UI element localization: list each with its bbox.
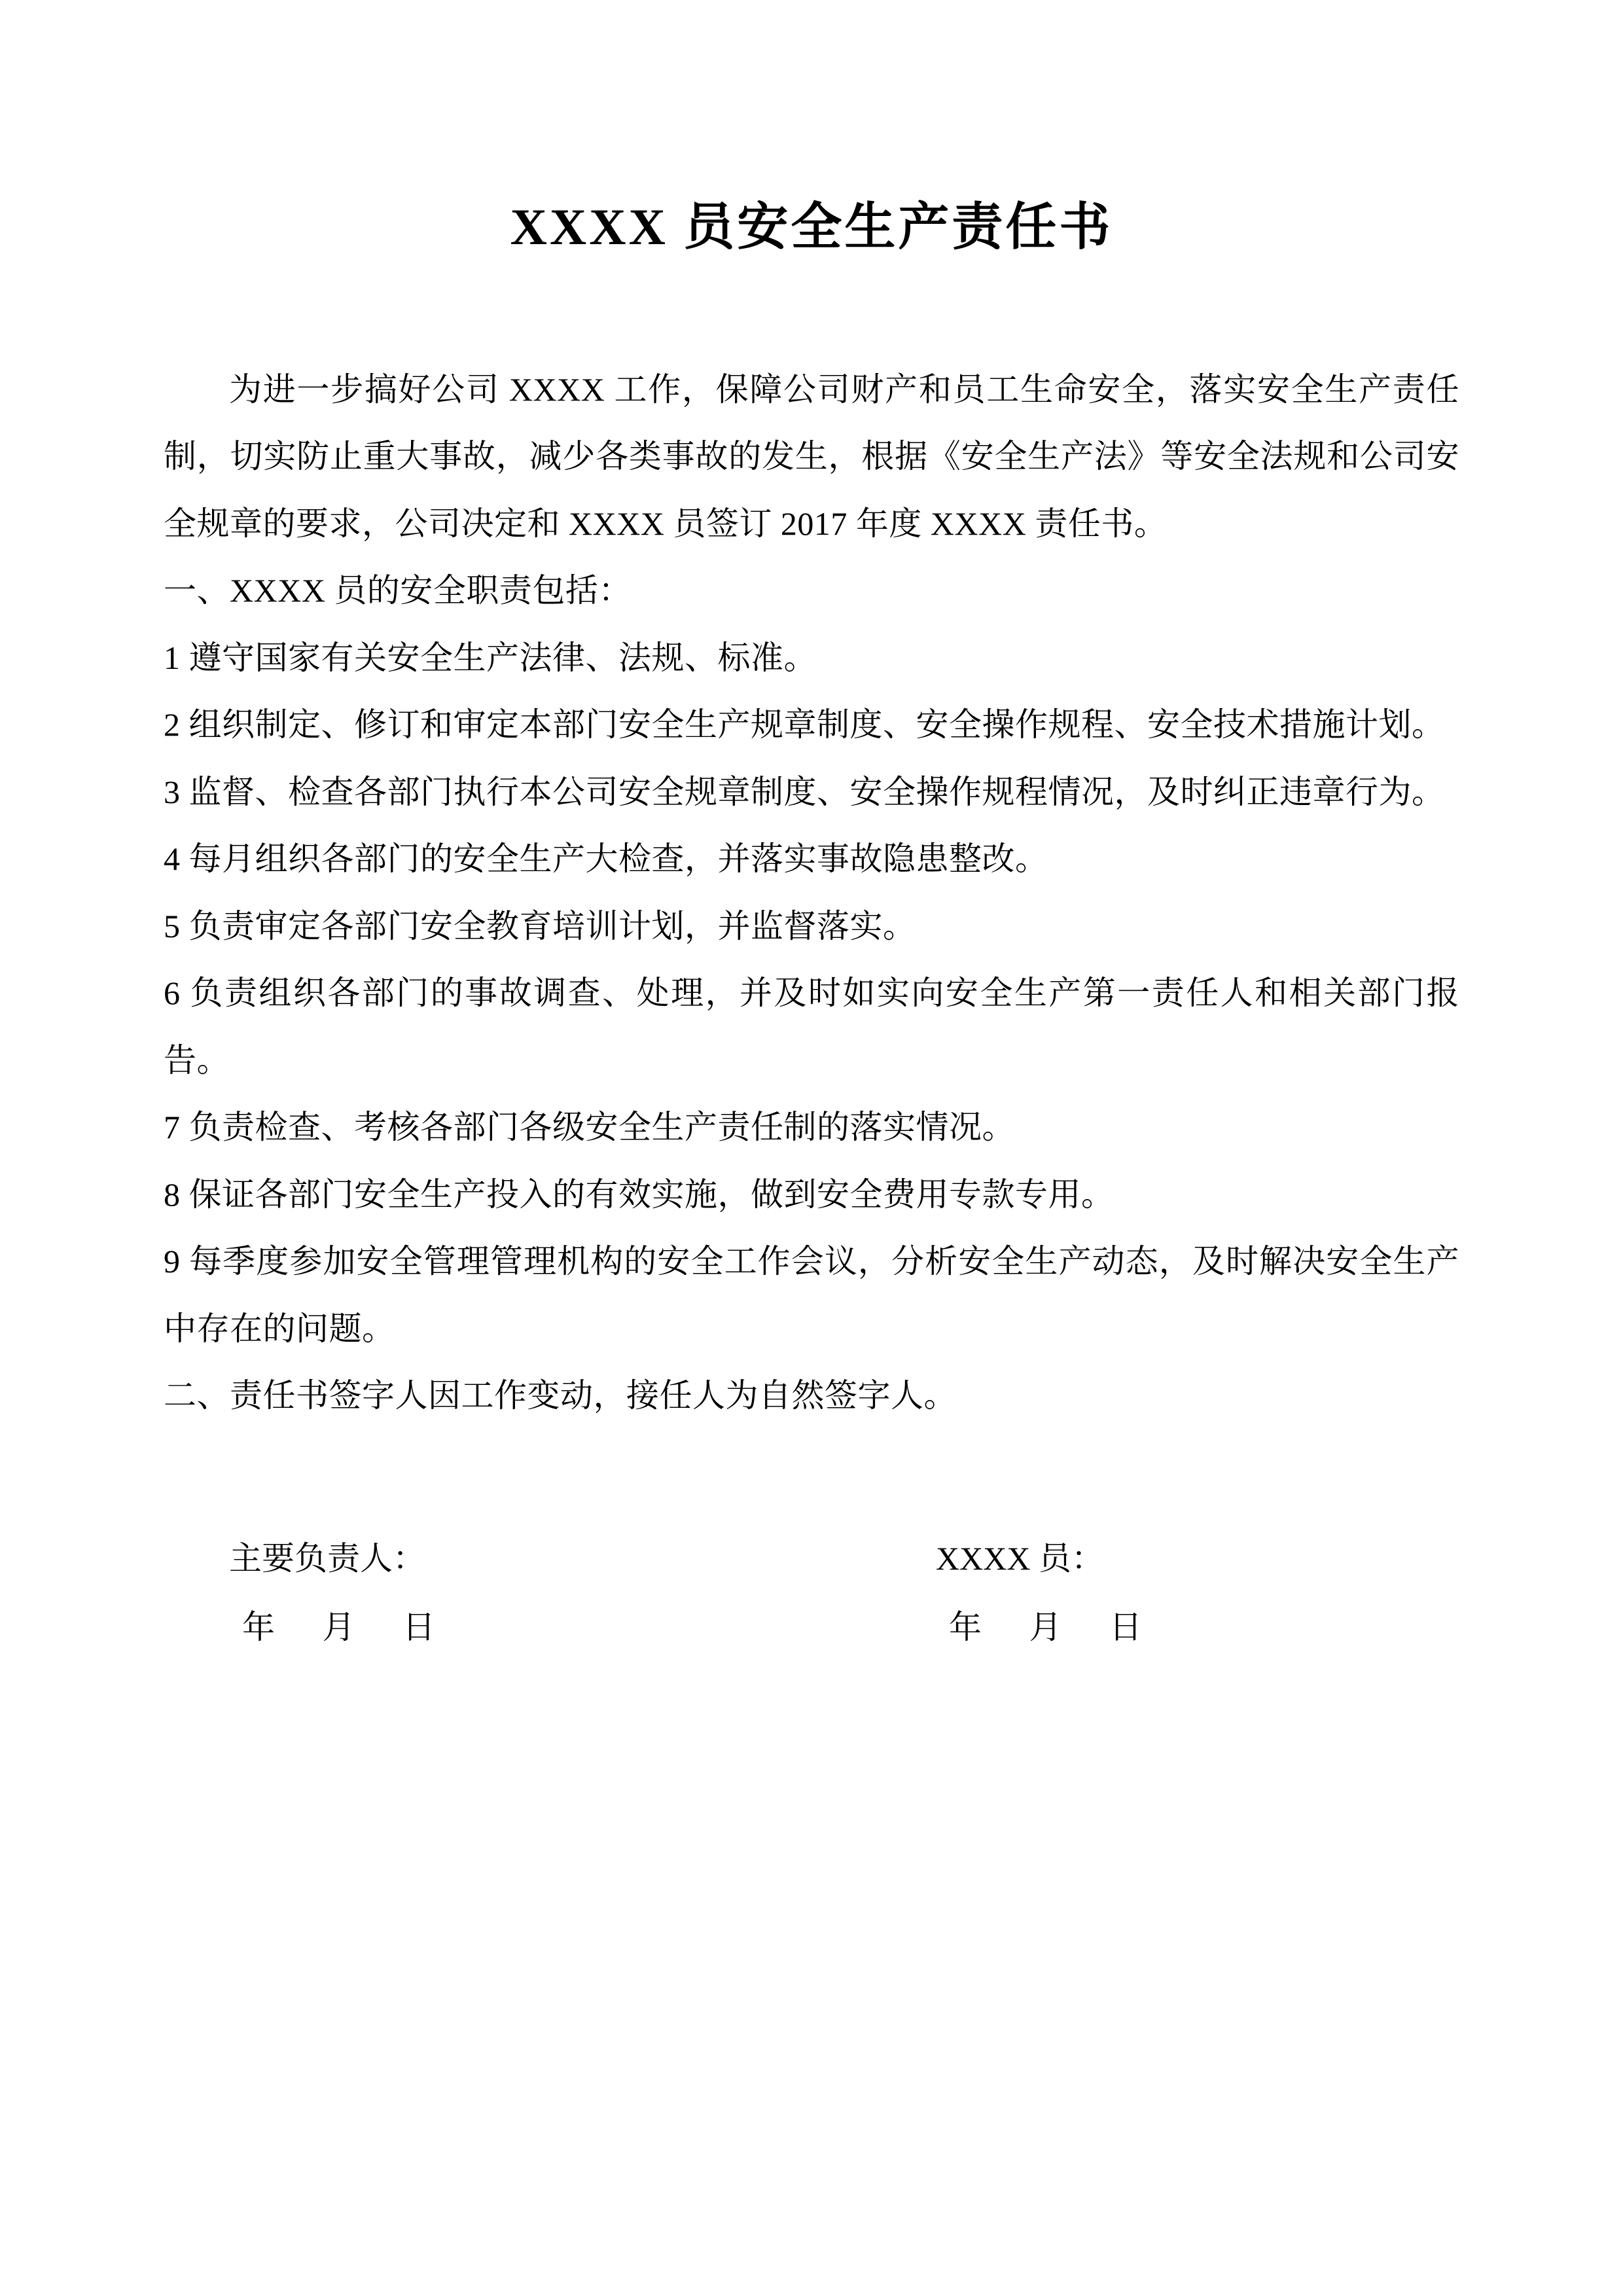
signature-date-row xyxy=(164,1596,1459,1659)
signature-date-officer: 年 月 日 xyxy=(949,1608,1162,1645)
intro-paragraph: 为进一步搞好公司 XXXX 工作，保障公司财产和员工生命安全，落实安全生产责任制，切实防止重大事故，减少各类事故的发生，根据《安全生产法》等安全法规和公司安全规章的要求，公司决定和 XXXX 员签订 2017 年度 XXXX 责任书。 xyxy=(164,370,1459,542)
document-body xyxy=(164,356,1459,1429)
page-title: XXXX 员安全生产责任书 xyxy=(510,198,1113,255)
duty-item-4: 4 每月组织各部门的安全生产大检查，并落实事故隐患整改。 xyxy=(164,840,1048,878)
section-one-heading: 一、XXXX 员的安全职责包括： xyxy=(164,572,632,609)
duty-item-2: 2 组织制定、修订和审定本部门安全生产规章制度、安全操作规程、安全技术措施计划。 xyxy=(164,706,1445,744)
duty-item-6: 6 负责组织各部门的事故调查、处理，并及时如实向安全生产第一责任人和相关部门报告。 xyxy=(164,975,1459,1079)
duty-item-9: 9 每季度参加安全管理管理机构的安全工作会议，分析安全生产动态，及时解决安全生产中存在的问题。 xyxy=(164,1243,1459,1347)
duty-item-7: 7 负责检查、考核各部门各级安全生产责任制的落实情况。 xyxy=(164,1109,1015,1146)
duty-item-5: 5 负责审定各部门安全教育培训计划，并监督落实。 xyxy=(164,907,916,944)
duty-item-3: 3 监督、检查各部门执行本公司安全规章制度、安全操作规程情况，及时纠正违章行为。 xyxy=(164,773,1445,810)
duty-item-8: 8 保证各部门安全生产投入的有效实施，做到安全费用专款专用。 xyxy=(164,1175,1115,1213)
section-two-paragraph: 二、责任书签字人因工作变动，接任人为自然签字人。 xyxy=(164,1377,957,1414)
duty-item-1: 1 遵守国家有关安全生产法律、法规、标准。 xyxy=(164,639,817,676)
signature-label-principal: 主要负责人： xyxy=(229,1539,425,1577)
signature-block xyxy=(164,1528,1459,1659)
signature-date-principal: 年 月 日 xyxy=(242,1608,455,1645)
signature-label-officer: XXXX 员： xyxy=(936,1539,1104,1577)
signature-label-row xyxy=(164,1528,1459,1590)
